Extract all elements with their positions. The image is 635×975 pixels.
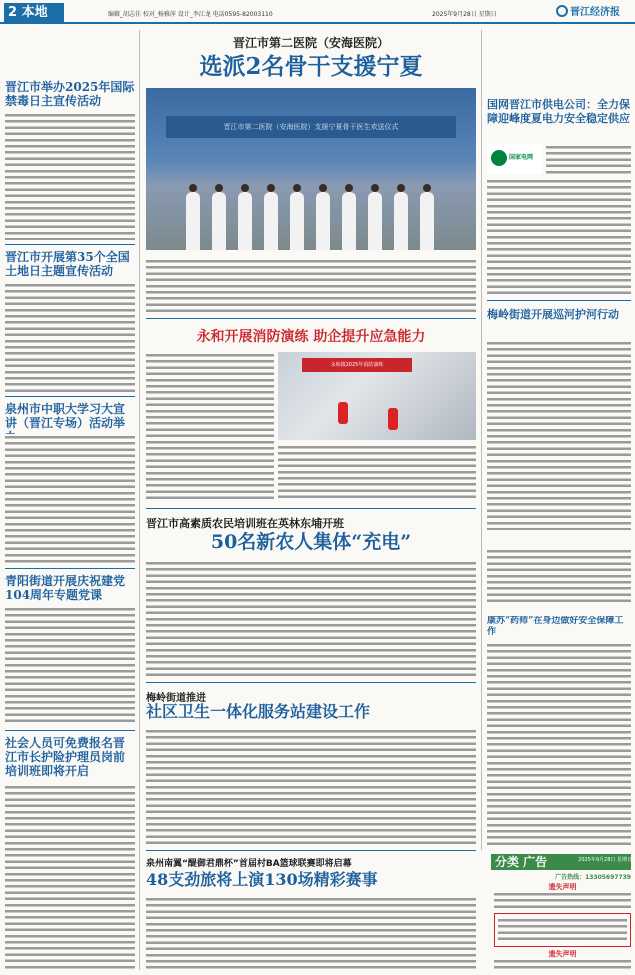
lead-title: 选派2名骨干支援宁夏	[199, 53, 423, 80]
person	[186, 192, 200, 250]
fire-body-2	[278, 444, 476, 502]
article-title-party: 青阳街道开展庆祝建党104周年专题党课	[5, 574, 126, 602]
photo-banner: 晋江市第二医院（安海医院）支援宁夏骨干医生欢送仪式	[166, 116, 456, 138]
column-rule	[139, 30, 140, 970]
classified-date: 2025年9月28日 星期日	[578, 857, 632, 863]
person	[368, 192, 382, 250]
article-body-nursing	[5, 784, 135, 969]
editors-line: 编辑_胡志佳 校对_杨雅萍 设计_李江龙 电话0595-82003110	[108, 11, 273, 18]
ba-kicker: 泉州南翼“醍御君鼎杯”首届村BA篮球联赛即将启幕	[146, 859, 352, 869]
divider	[5, 568, 135, 569]
masthead-logo	[556, 4, 634, 22]
column-rule	[481, 30, 482, 850]
meiling-title: 社区卫生一体化服务站建设工作	[146, 702, 371, 721]
person	[264, 192, 278, 250]
pingan-title: 康苏“药师”在身边做好安全保障工作	[487, 616, 624, 637]
state-grid-icon	[491, 150, 507, 166]
page-number: 2	[8, 5, 18, 20]
article-body-land	[5, 282, 135, 392]
state-grid-logo	[487, 144, 542, 174]
ad-hotline: 广告热线：13305697739	[555, 874, 631, 881]
divider	[146, 850, 476, 851]
river-title: 梅岭街道开展巡河护河行动	[487, 308, 619, 321]
fire-banner: 永和镇2025年消防演练	[302, 358, 412, 372]
logo-text: 晋江经济报	[570, 7, 620, 18]
notice-box-body	[498, 917, 627, 943]
article-title-land: 晋江市开展第35个全国土地日主题宣传活动	[5, 250, 130, 278]
article-title-vocational: 泉州市中职大学习大宣讲（晋江专场）活动举	[5, 402, 126, 430]
article-title-nursing: 社会人员可免费报名晋江市长护险护理员岗前培训班即将开启	[5, 736, 126, 778]
farmers-title: 50名新农人集体“充电”	[210, 531, 412, 553]
brand-text: 国家电网	[509, 154, 534, 161]
person	[238, 192, 252, 250]
river-body-2	[487, 548, 631, 606]
grid-body-top	[546, 144, 631, 176]
grid-body	[487, 178, 631, 294]
person	[212, 192, 226, 250]
lead-kicker: 晋江市第二医院（安海医院）	[232, 36, 389, 50]
article-title-drug: 晋江市举办2025年国际禁毒日主宣传活动	[5, 80, 135, 108]
farmers-body	[146, 560, 476, 678]
ba-title: 48支劲旅将上演130场精彩赛事	[146, 870, 378, 889]
divider	[5, 396, 135, 397]
person	[342, 192, 356, 250]
person	[290, 192, 304, 250]
fire-extinguisher-icon	[338, 402, 348, 424]
article-body-party	[5, 606, 135, 726]
page-header	[0, 0, 635, 24]
lead-photo	[146, 88, 476, 250]
fire-extinguisher-icon	[388, 408, 398, 430]
classified-label: 分类 广告	[495, 855, 548, 869]
fire-body	[146, 352, 274, 502]
person	[394, 192, 408, 250]
meiling-body	[146, 728, 476, 846]
ba-body	[146, 896, 476, 970]
issue-date: 2025年9月28日 星期日	[432, 11, 497, 18]
divider	[5, 244, 135, 245]
divider	[487, 300, 631, 301]
fire-photo	[278, 352, 476, 440]
divider	[146, 682, 476, 683]
page-section-tab	[4, 3, 64, 22]
pingan-body	[487, 642, 631, 848]
river-body	[487, 340, 631, 530]
grid-title: 国网晋江市供电公司：全力保障迎峰度夏电力安全稳定供应	[487, 98, 630, 125]
annc-body	[494, 958, 631, 972]
article-body-drug	[5, 112, 135, 240]
divider	[146, 508, 476, 509]
section-name: 本地	[21, 5, 48, 20]
divider	[146, 318, 476, 319]
divider	[5, 730, 135, 731]
article-body-vocational	[5, 434, 135, 564]
fire-title: 永和开展消防演练 助企提升应急能力	[196, 329, 426, 345]
lead-body	[146, 258, 476, 314]
lost-notice-title: 遗失声明	[548, 883, 577, 891]
logo-icon	[556, 5, 568, 17]
person	[420, 192, 434, 250]
farmers-kicker: 晋江市高素质农民培训班在英林东埔开班	[146, 517, 344, 530]
notice-box	[494, 913, 631, 947]
meiling-kicker: 梅岭街道推进	[146, 693, 206, 704]
lost-notice-body	[494, 891, 631, 911]
annc-title: 遗失声明	[548, 950, 577, 958]
person	[316, 192, 330, 250]
